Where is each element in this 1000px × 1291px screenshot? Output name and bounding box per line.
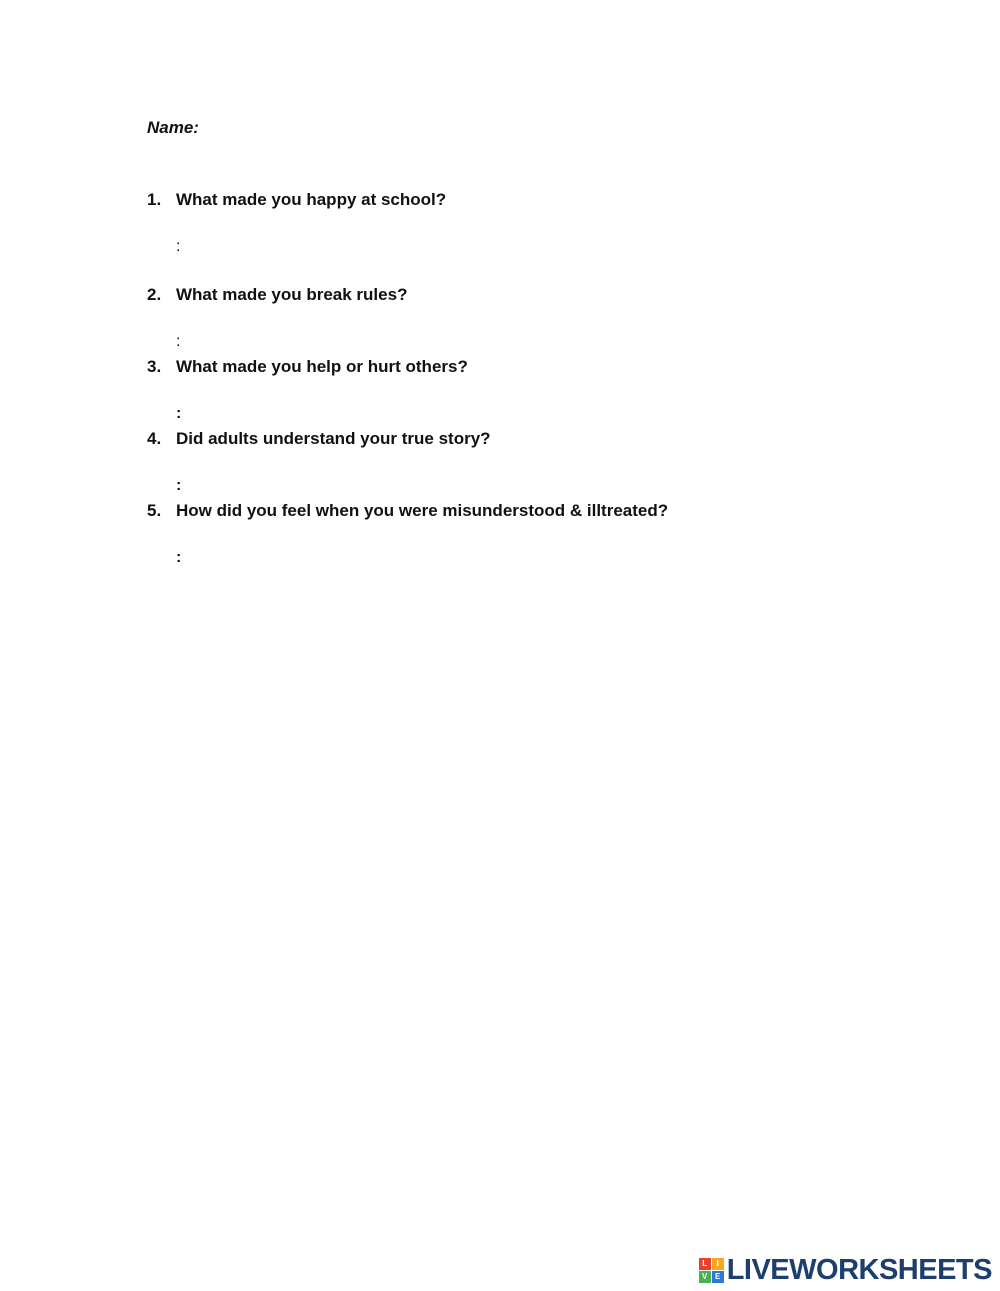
answer-marker: :	[176, 477, 182, 494]
answer-input-5[interactable]	[185, 549, 465, 567]
question-number: 1.	[147, 190, 162, 209]
question-text: What made you break rules?	[176, 285, 408, 304]
logo-cube-l: L	[699, 1258, 711, 1270]
answer-field-1[interactable]	[176, 238, 476, 260]
answer-input-3[interactable]	[185, 405, 465, 423]
answer-marker: :	[176, 549, 182, 566]
question-text: Did adults understand your true story?	[176, 429, 491, 448]
liveworksheets-logo	[699, 1254, 992, 1286]
answer-field-4[interactable]	[176, 477, 476, 499]
answer-marker: :	[176, 333, 181, 350]
question-4	[147, 429, 491, 449]
question-2	[147, 285, 407, 305]
question-5	[147, 501, 668, 521]
question-number: 3.	[147, 357, 162, 376]
logo-cube-v: V	[699, 1271, 711, 1283]
answer-marker: :	[176, 238, 181, 255]
logo-cube-i: I	[712, 1258, 724, 1270]
answer-marker: :	[176, 405, 182, 422]
question-1	[147, 190, 446, 210]
answer-input-4[interactable]	[185, 477, 465, 495]
name-label: Name:	[147, 118, 199, 137]
answer-field-3[interactable]	[176, 405, 476, 427]
answer-field-2[interactable]	[176, 333, 476, 355]
answer-input-1[interactable]	[184, 238, 464, 256]
logo-cubes-icon	[699, 1258, 724, 1283]
logo-cube-e: E	[712, 1271, 724, 1283]
question-number: 4.	[147, 429, 162, 448]
answer-input-2[interactable]	[184, 333, 464, 351]
answer-field-5[interactable]	[176, 549, 476, 571]
question-number: 5.	[147, 501, 162, 520]
question-text: What made you happy at school?	[176, 190, 447, 209]
question-3	[147, 357, 468, 377]
question-text: How did you feel when you were misunderstood & illtreated?	[176, 501, 669, 520]
question-number: 2.	[147, 285, 162, 304]
logo-text: LIVEWORKSHEETS	[726, 1254, 992, 1286]
question-text: What made you help or hurt others?	[176, 357, 468, 376]
